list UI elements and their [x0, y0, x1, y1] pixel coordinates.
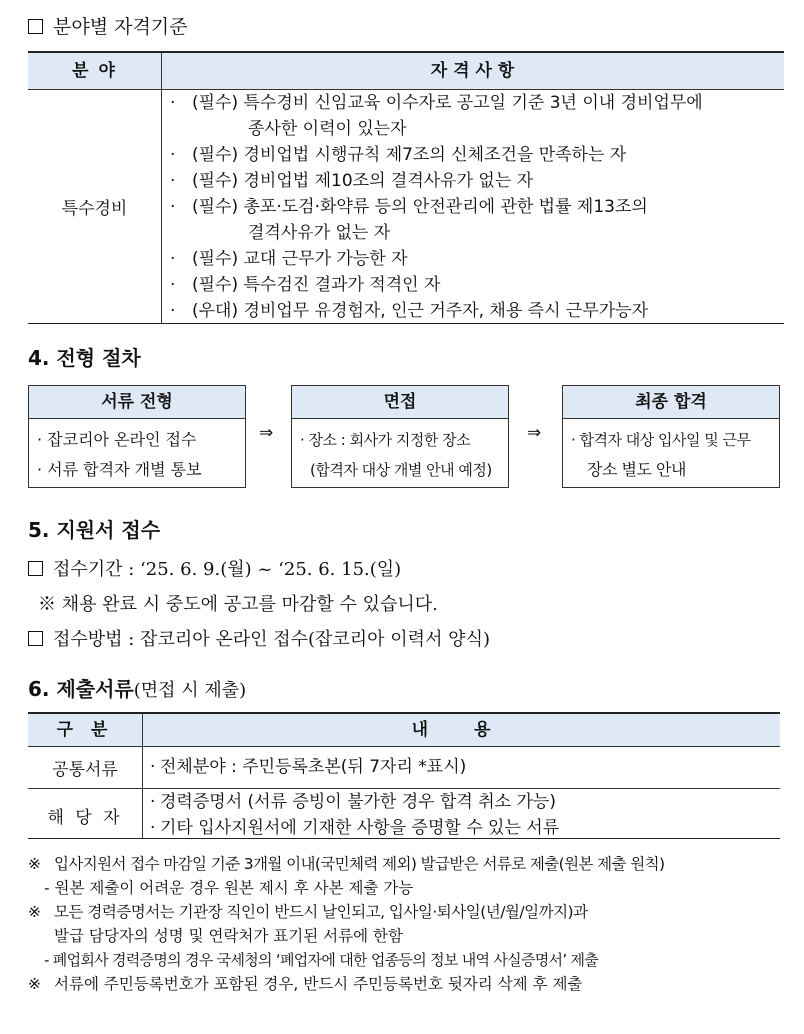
note-item: ※ 입사지원서 접수 마감일 기준 3개월 이내(국민체력 제외) 발급받은 서류로 제출(원본 제출 원칙)	[28, 855, 665, 873]
note-sub: - 원본 제출이 어려운 경우 원본 제시 후 사본 제출 가능	[44, 879, 414, 897]
requirement-item: · (필수) 총포·도검·화약류 등의 안전관리에 관한 법률 제13조의 결격사유가 없는 자	[170, 194, 784, 246]
requirement-item: · (필수) 경비업법 제10조의 결격사유가 없는 자	[170, 168, 784, 194]
notes	[28, 852, 788, 996]
documents-title: 6. 제출서류(면접 시 제출)	[28, 677, 247, 701]
note-continuation: 발급 담당자의 성명 및 연락처가 표기된 서류에 한함	[54, 927, 403, 945]
col-field-header: 분 야	[72, 61, 117, 81]
row-item: · 경력증명서 (서류 증빙이 불가한 경우 합격 취소 가능)	[150, 789, 780, 815]
application-title: 5. 지원서 접수	[28, 518, 161, 542]
col-content-header: 내 용	[411, 720, 511, 740]
documents-table	[28, 712, 780, 839]
procedure-step-document	[28, 385, 246, 488]
col-requirements-header: 자 격 사 항	[430, 61, 515, 81]
application-note: ※ 채용 완료 시 중도에 공고를 마감할 수 있습니다.	[38, 594, 438, 615]
step-line: (합격자 대상 개별 안내 예정)	[310, 461, 492, 479]
step-line: · 잡코리아 온라인 접수	[37, 430, 197, 449]
checkbox-square-icon	[28, 19, 43, 34]
requirement-item: · (필수) 경비업법 시행규칙 제7조의 신체조건을 만족하는 자	[170, 142, 784, 168]
documents-table-header	[28, 714, 780, 747]
qualification-heading: 분야별 자격기준	[28, 12, 188, 39]
procedure-step-final	[562, 385, 780, 488]
note-item: ※ 서류에 주민등록번호가 포함된 경우, 반드시 주민등록번호 뒷자리 삭제 후 제출	[28, 975, 583, 993]
step-title: 최종 합격	[563, 386, 779, 419]
row-item: · 전체분야 : 주민등록초본(뒤 7자리 *표시)	[150, 754, 780, 780]
qualification-table	[28, 51, 784, 324]
table-row	[28, 747, 780, 789]
row-label: 공통서류	[52, 760, 118, 780]
qualification-table-header	[28, 53, 784, 90]
checkbox-square-icon	[28, 631, 43, 646]
step-line: · 서류 합격자 개별 통보	[37, 460, 202, 479]
arrow-right-icon: ⇒	[527, 423, 542, 443]
col-category-header: 구 분	[56, 720, 114, 740]
table-row	[28, 789, 780, 841]
application-method: 접수방법 : 잡코리아 온라인 접수(잡코리아 이력서 양식)	[28, 625, 490, 651]
procedure-title: 4. 전형 절차	[28, 346, 141, 370]
application-period: 접수기간 : ‘25. 6. 9.(월) ~ ‘25. 6. 15.(일)	[28, 555, 401, 581]
row-label: 해 당 자	[47, 807, 123, 828]
step-line: · 장소 : 회사가 지정한 장소	[300, 431, 471, 449]
requirement-item: · (필수) 특수경비 신임교육 이수자로 공고일 기준 3년 이내 경비업무에 종사한 이력이 있는자	[170, 90, 784, 142]
step-line: · 합격자 대상 입사일 및 근무	[571, 431, 751, 449]
note-sub: - 폐업회사 경력증명의 경우 국세청의 ‘폐업자에 대한 업종등의 정보 내역 사실증명서’ 제출	[44, 951, 599, 969]
requirement-item: · (필수) 특수검진 결과가 적격인 자	[170, 272, 784, 298]
arrow-right-icon: ⇒	[259, 423, 274, 443]
note-item: ※ 모든 경력증명서는 기관장 직인이 반드시 날인되고, 입사일·퇴사일(년/월/일까지)과	[28, 903, 588, 921]
requirement-item: · (필수) 교대 근무가 가능한 자	[170, 246, 784, 272]
procedure-step-interview	[291, 385, 509, 488]
row-item: · 기타 입사지원서에 기재한 사항을 증명할 수 있는 서류	[150, 815, 780, 841]
requirements-list	[170, 90, 784, 324]
step-title: 면접	[292, 386, 508, 419]
field-name: 특수경비	[61, 199, 128, 219]
checkbox-square-icon	[28, 561, 43, 576]
step-title: 서류 전형	[29, 386, 245, 419]
step-line: 장소 별도 안내	[587, 460, 686, 479]
requirement-item: · (우대) 경비업무 유경험자, 인근 거주자, 채용 즉시 근무가능자	[170, 298, 784, 324]
